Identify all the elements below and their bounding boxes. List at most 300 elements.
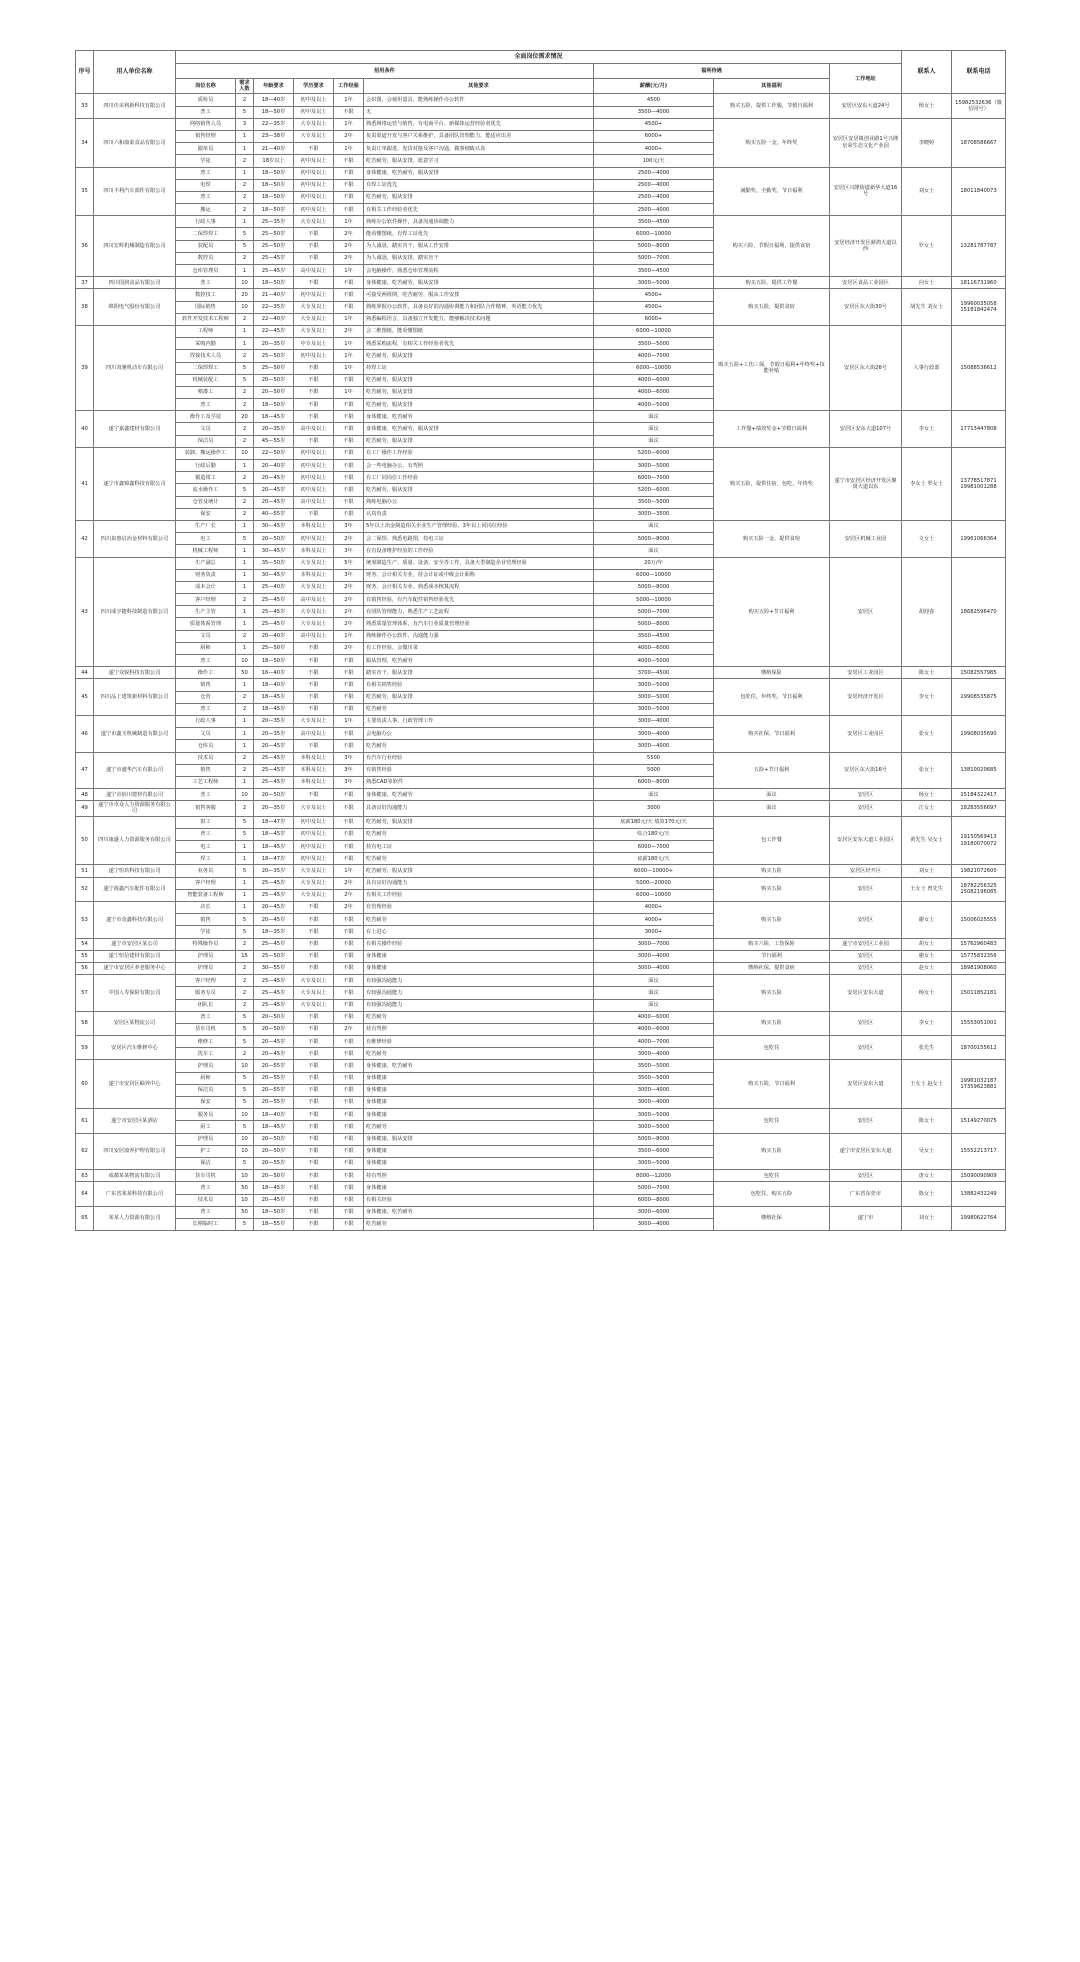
job-education: 不限 xyxy=(294,1157,334,1169)
job-title: 机械工程师 xyxy=(176,545,236,557)
table-row xyxy=(76,816,1006,828)
job-title: 护理员 xyxy=(176,1133,236,1145)
table-body xyxy=(76,94,1006,1231)
table-row xyxy=(76,447,1006,459)
job-headcount: 1 xyxy=(236,841,254,853)
job-title: 普工 xyxy=(176,1206,236,1218)
job-age: 20—40岁 xyxy=(254,630,294,642)
job-experience: 2年 xyxy=(334,642,364,654)
company-phone: 13778517871 19981001288 xyxy=(952,447,1006,520)
job-headcount: 5 xyxy=(236,1011,254,1023)
job-education: 不限 xyxy=(294,1048,334,1060)
job-education: 不限 xyxy=(294,703,334,715)
job-title: 国际销售 xyxy=(176,301,236,313)
job-experience: 3年 xyxy=(334,776,364,788)
job-requirements: 具有良好沟通能力 xyxy=(364,877,594,889)
job-education: 大专及以上 xyxy=(294,715,334,727)
table-row xyxy=(76,1206,1006,1218)
job-title: 销售 xyxy=(176,764,236,776)
job-title: 洗车工 xyxy=(176,1048,236,1060)
job-age: 25—40岁 xyxy=(254,581,294,593)
job-title: 销售经理 xyxy=(176,130,236,142)
job-experience: 不限 xyxy=(334,204,364,216)
company-name: 遂宁嘉鑫建材有限公司 xyxy=(94,411,176,448)
job-age: 18—50岁 xyxy=(254,655,294,667)
job-salary: 4000+ xyxy=(594,902,714,914)
job-requirements: 具备良好沟通能力 xyxy=(364,801,594,816)
job-headcount: 1 xyxy=(236,618,254,630)
job-experience: 1年 xyxy=(334,362,364,374)
job-requirements: 身体健康，吃苦耐劳，服从安排 xyxy=(364,167,594,179)
job-title: 电工 xyxy=(176,533,236,545)
company-welfare: 购买五险 xyxy=(714,865,830,877)
company-name: 遂宁市佰川建材有限公司 xyxy=(94,789,176,801)
table-row xyxy=(76,118,1006,130)
job-salary: 3000—4000 xyxy=(594,715,714,727)
job-headcount: 2 xyxy=(236,703,254,715)
company-welfare: 面议 xyxy=(714,801,830,816)
job-title: 店长 xyxy=(176,902,236,914)
job-age: 20—45岁 xyxy=(254,1048,294,1060)
job-title: 服务员 xyxy=(176,1109,236,1121)
job-title: 普工 xyxy=(176,106,236,118)
job-education: 高中及以上 xyxy=(294,265,334,277)
job-education: 本科及以上 xyxy=(294,520,334,532)
company-name: 遂宁市安居区某公司 xyxy=(94,938,176,950)
job-title: 普工 xyxy=(176,789,236,801)
job-experience: 2年 xyxy=(334,594,364,606)
job-education: 不限 xyxy=(294,1133,334,1145)
job-headcount: 10 xyxy=(236,1194,254,1206)
job-title: 客户经理 xyxy=(176,877,236,889)
job-age: 18—50岁 xyxy=(254,399,294,411)
job-education: 不限 xyxy=(294,1109,334,1121)
row-number: 43 xyxy=(76,557,94,667)
job-education: 不限 xyxy=(294,1182,334,1194)
job-title: 普工 xyxy=(176,277,236,289)
job-salary: 5000—8000 xyxy=(594,533,714,545)
job-requirements: 吃苦耐劳，服从安排，愿意学习 xyxy=(364,155,594,167)
job-headcount: 5 xyxy=(236,228,254,240)
job-requirements: 持有驾照 xyxy=(364,1170,594,1182)
job-title: 护理员 xyxy=(176,962,236,974)
job-headcount: 1 xyxy=(236,338,254,350)
company-welfare: 工作餐+绩效奖金+节假日福利 xyxy=(714,411,830,448)
company-name: 四川国润食品有限公司 xyxy=(94,277,176,289)
job-salary: 4000+ xyxy=(594,143,714,155)
job-requirements: 有较强沟通能力 xyxy=(364,975,594,987)
company-welfare: 包吃住 xyxy=(714,1036,830,1060)
table-row xyxy=(76,411,1006,423)
company-location: 安居区兴隆街道新华大道16号 xyxy=(830,167,902,216)
job-age: 18—45岁 xyxy=(254,703,294,715)
job-headcount: 3 xyxy=(236,118,254,130)
job-education: 大专及以上 xyxy=(294,889,334,901)
job-headcount: 2 xyxy=(236,801,254,816)
job-salary: 面议 xyxy=(594,545,714,557)
job-requirements: 服从管理，吃苦耐劳 xyxy=(364,655,594,667)
job-experience: 不限 xyxy=(334,301,364,313)
job-title: 锻造钳工 xyxy=(176,472,236,484)
header-seq: 序号 xyxy=(76,51,94,94)
job-age: 30—45岁 xyxy=(254,520,294,532)
job-salary: 2500—4000 xyxy=(594,179,714,191)
job-headcount: 1 xyxy=(236,877,254,889)
company-phone: 18682596470 xyxy=(952,557,1006,667)
job-education: 初中及以上 xyxy=(294,472,334,484)
job-headcount: 1 xyxy=(236,581,254,593)
job-salary: 4000—6000 xyxy=(594,374,714,386)
job-headcount: 2 xyxy=(236,313,254,325)
job-education: 大专及以上 xyxy=(294,618,334,630)
job-requirements: 吃苦耐劳 xyxy=(364,1121,594,1133)
job-salary: 面议 xyxy=(594,999,714,1011)
job-experience: 3年 xyxy=(334,520,364,532)
table-row xyxy=(76,277,1006,289)
company-welfare: 购买五险+工伤三保，节假日福利+年终奖+技能补贴 xyxy=(714,325,830,410)
job-requirements: 有销售经验，有汽车配件销售经验优先 xyxy=(364,594,594,606)
job-experience: 不限 xyxy=(334,703,364,715)
company-contact: 杨女士 xyxy=(902,789,952,801)
job-education: 不限 xyxy=(294,691,334,703)
company-name: 遂宁市安居区养老服务中心 xyxy=(94,962,176,974)
job-experience: 不限 xyxy=(334,1182,364,1194)
job-experience: 2年 xyxy=(334,228,364,240)
job-age: 18—50岁 xyxy=(254,191,294,203)
company-phone: 19150569413 19180070072 xyxy=(952,816,1006,865)
job-age: 20—45岁 xyxy=(254,902,294,914)
company-contact: 王女士 曾先生 xyxy=(902,877,952,901)
job-salary: 5000 xyxy=(594,764,714,776)
job-title: 网络销售人员 xyxy=(176,118,236,130)
job-age: 25—45岁 xyxy=(254,252,294,264)
job-headcount: 2 xyxy=(236,204,254,216)
job-age: 18岁以上 xyxy=(254,155,294,167)
job-experience: 不限 xyxy=(334,1145,364,1157)
table-row xyxy=(76,216,1006,228)
company-name: 遂宁众锐科技有限公司 xyxy=(94,667,176,679)
job-education: 大专及以上 xyxy=(294,987,334,999)
row-number: 58 xyxy=(76,1011,94,1035)
job-salary: 3000—4000 xyxy=(594,728,714,740)
job-headcount: 2 xyxy=(236,435,254,447)
job-title: 保洁员 xyxy=(176,1084,236,1096)
job-age: 25—45岁 xyxy=(254,776,294,788)
table-row xyxy=(76,325,1006,337)
company-welfare: 购买五险 xyxy=(714,1133,830,1170)
job-age: 20—40岁 xyxy=(254,460,294,472)
job-requirements: 吃苦耐劳，服从安排 xyxy=(364,350,594,362)
job-title: 成本会计 xyxy=(176,581,236,593)
job-education: 不限 xyxy=(294,740,334,752)
job-headcount: 2 xyxy=(236,423,254,435)
job-experience: 不限 xyxy=(334,740,364,752)
job-requirements: 会二维图纸，能看懂图纸 xyxy=(364,325,594,337)
job-salary: 5000—8000 xyxy=(594,581,714,593)
job-salary: 3500—6000 xyxy=(594,1145,714,1157)
job-experience: 不限 xyxy=(334,1121,364,1133)
company-name: 遂宁市卓众人力资源服务有限公司 xyxy=(94,801,176,816)
job-salary: 3000—5000 xyxy=(594,691,714,703)
job-education: 大专及以上 xyxy=(294,130,334,142)
job-age: 20—45岁 xyxy=(254,914,294,926)
job-age: 18—47岁 xyxy=(254,816,294,828)
company-name: 四川宏辉机械制造有限公司 xyxy=(94,216,176,277)
job-title: 护理员 xyxy=(176,1060,236,1072)
job-salary: 4000—7000 xyxy=(594,350,714,362)
job-headcount: 2 xyxy=(236,508,254,520)
job-salary: 20万/年 xyxy=(594,557,714,569)
job-title: 技术员 xyxy=(176,1194,236,1206)
company-name: 遂宁市鑫锦鑫科技有限公司 xyxy=(94,447,176,520)
row-number: 59 xyxy=(76,1036,94,1060)
job-age: 20—35岁 xyxy=(254,801,294,816)
job-requirements: 熟练操作办公软件，沟通能力强 xyxy=(364,630,594,642)
job-requirements: 熟悉CAD等软件 xyxy=(364,776,594,788)
job-salary: 5000—7000 xyxy=(594,1182,714,1194)
job-table xyxy=(75,50,1006,1231)
company-location: 安居区东大街26号 xyxy=(830,325,902,410)
table-row xyxy=(76,1011,1006,1023)
job-salary: 2500—4000 xyxy=(594,191,714,203)
job-education: 初中及以上 xyxy=(294,204,334,216)
job-title: 仓管及统计 xyxy=(176,496,236,508)
job-education: 初中及以上 xyxy=(294,484,334,496)
table-row xyxy=(76,715,1006,727)
table-row xyxy=(76,94,1006,106)
job-experience: 不限 xyxy=(334,167,364,179)
job-education: 初中及以上 xyxy=(294,191,334,203)
job-education: 本科及以上 xyxy=(294,764,334,776)
job-headcount: 5 xyxy=(236,484,254,496)
job-headcount: 2 xyxy=(236,594,254,606)
job-title: 普工 xyxy=(176,1182,236,1194)
job-title: 仓管 xyxy=(176,691,236,703)
job-experience: 5年 xyxy=(334,557,364,569)
job-education: 不限 xyxy=(294,1011,334,1023)
job-experience: 不限 xyxy=(334,816,364,828)
job-experience: 1年 xyxy=(334,715,364,727)
job-age: 20—45岁 xyxy=(254,472,294,484)
job-education: 不限 xyxy=(294,655,334,667)
job-age: 20—50岁 xyxy=(254,1145,294,1157)
job-age: 25—35岁 xyxy=(254,216,294,228)
job-salary: 面议 xyxy=(594,789,714,801)
job-age: 30—45岁 xyxy=(254,569,294,581)
company-name: 遂宁市安居区颐养中心 xyxy=(94,1060,176,1109)
job-requirements: 财务、会计相关专业，持会计证或中级会计职称 xyxy=(364,569,594,581)
job-age: 25—45岁 xyxy=(254,606,294,618)
job-salary: 3000—4000 xyxy=(594,740,714,752)
job-requirements: 身体健康 xyxy=(364,1145,594,1157)
job-experience: 1年 xyxy=(334,386,364,398)
job-title: 焊工 xyxy=(176,853,236,865)
company-phone: 15149270075 xyxy=(952,1109,1006,1133)
job-title: 软件开发技术工程师 xyxy=(176,313,236,325)
job-requirements: 吃苦耐劳，服从安排 xyxy=(364,691,594,703)
job-age: 25—45岁 xyxy=(254,618,294,630)
job-requirements: 身体健康 xyxy=(364,1084,594,1096)
job-education: 中专及以上 xyxy=(294,338,334,350)
company-location: 安居区 xyxy=(830,950,902,962)
company-location: 安居区食品工业园区 xyxy=(830,277,902,289)
job-education: 大专及以上 xyxy=(294,581,334,593)
table-row xyxy=(76,667,1006,679)
row-number: 34 xyxy=(76,118,94,167)
company-contact: 陈女士 xyxy=(902,1109,952,1133)
job-headcount: 5 xyxy=(236,1036,254,1048)
job-education: 高中及以上 xyxy=(294,728,334,740)
job-experience: 不限 xyxy=(334,938,364,950)
job-headcount: 10 xyxy=(236,1170,254,1182)
job-age: 20—55岁 xyxy=(254,1060,294,1072)
job-headcount: 5 xyxy=(236,362,254,374)
company-name: 某某人力资源有限公司 xyxy=(94,1206,176,1230)
job-requirements: 有工厂同岗位工作经验 xyxy=(364,472,594,484)
job-requirements: 吃苦耐劳，服从安排 xyxy=(364,484,594,496)
job-requirements: 有销售经验 xyxy=(364,764,594,776)
job-requirements: 吃苦耐劳 xyxy=(364,703,594,715)
header-contact: 联系人 xyxy=(902,51,952,94)
row-number: 55 xyxy=(76,950,94,962)
job-title: 团队长 xyxy=(176,999,236,1011)
table-row xyxy=(76,752,1006,764)
job-title: 厨师 xyxy=(176,1072,236,1084)
job-headcount: 1 xyxy=(236,776,254,788)
job-salary: 2500—4000 xyxy=(594,167,714,179)
job-title: 服务专员 xyxy=(176,987,236,999)
job-salary: 6000—10000 xyxy=(594,228,714,240)
company-welfare: 购买五险，节日福利 xyxy=(714,1060,830,1109)
job-education: 不限 xyxy=(294,1023,334,1035)
job-age: 18—50岁 xyxy=(254,277,294,289)
job-age: 20—50岁 xyxy=(254,1170,294,1182)
job-experience: 不限 xyxy=(334,691,364,703)
job-salary: 4000—6000 xyxy=(594,642,714,654)
job-experience: 不限 xyxy=(334,655,364,667)
job-headcount: 1 xyxy=(236,130,254,142)
job-education: 不限 xyxy=(294,926,334,938)
job-age: 18—50岁 xyxy=(254,1206,294,1218)
company-welfare: 五险+节日福利 xyxy=(714,752,830,789)
table-row xyxy=(76,679,1006,691)
job-age: 20—35岁 xyxy=(254,865,294,877)
row-number: 57 xyxy=(76,975,94,1012)
row-number: 40 xyxy=(76,411,94,448)
job-title: 维修工 xyxy=(176,1036,236,1048)
job-age: 20—35岁 xyxy=(254,728,294,740)
company-welfare: 缴纳社保 xyxy=(714,1206,830,1230)
job-headcount: 10 xyxy=(236,1145,254,1157)
job-salary: 3000—5000 xyxy=(594,277,714,289)
job-title: 工艺工程师 xyxy=(176,776,236,788)
job-title: 生产主管 xyxy=(176,606,236,618)
job-education: 不限 xyxy=(294,1218,334,1230)
job-experience: 1年 xyxy=(334,118,364,130)
job-age: 18—50岁 xyxy=(254,204,294,216)
job-headcount: 5 xyxy=(236,926,254,938)
header-company: 用人单位名称 xyxy=(94,51,176,94)
company-contact: 罗女士 xyxy=(902,216,952,277)
job-experience: 3年 xyxy=(334,752,364,764)
job-experience: 不限 xyxy=(334,828,364,840)
company-contact: 李女士 xyxy=(902,1011,952,1035)
table-row xyxy=(76,167,1006,179)
company-location: 安居区安东大道 xyxy=(830,975,902,1012)
company-welfare: 购买五险，提供工作服，节假日福利 xyxy=(714,94,830,118)
job-headcount: 1 xyxy=(236,167,254,179)
job-headcount: 5 xyxy=(236,1072,254,1084)
job-requirements: 有汽车行业经验 xyxy=(364,752,594,764)
job-requirements: 为人诚恳，踏实肯干，服从工作安排 xyxy=(364,240,594,252)
job-age: 22—45岁 xyxy=(254,325,294,337)
job-title: 焊接技术人员 xyxy=(176,350,236,362)
job-salary: 面议 xyxy=(594,411,714,423)
job-age: 25—50岁 xyxy=(254,950,294,962)
job-salary: 4000—6000 xyxy=(594,1023,714,1035)
job-experience: 不限 xyxy=(334,1011,364,1023)
job-title: 数控技工 xyxy=(176,289,236,301)
job-requirements: 有相关经验 xyxy=(364,1194,594,1206)
company-name: 遂宁恒玖科技有限公司 xyxy=(94,865,176,877)
table-row xyxy=(76,1109,1006,1121)
job-salary: 5000—8000 xyxy=(594,240,714,252)
job-experience: 不限 xyxy=(334,679,364,691)
job-salary: 3000—4000 xyxy=(594,1097,714,1109)
table-row xyxy=(76,877,1006,889)
job-requirements: 熟悉质量管理体系，有汽车行业质量管理经验 xyxy=(364,618,594,630)
job-education: 初中及以上 xyxy=(294,841,334,853)
row-number: 35 xyxy=(76,167,94,216)
job-headcount: 1 xyxy=(236,740,254,752)
job-requirements: 吃苦耐劳 xyxy=(364,1048,594,1060)
job-education: 大专及以上 xyxy=(294,301,334,313)
job-experience: 不限 xyxy=(334,460,364,472)
job-title: 长期临时工 xyxy=(176,1218,236,1230)
header-col: 学历要求 xyxy=(294,79,334,94)
job-title: 普工 xyxy=(176,167,236,179)
job-headcount: 2 xyxy=(236,252,254,264)
job-title: 厨工 xyxy=(176,1121,236,1133)
job-headcount: 15 xyxy=(236,950,254,962)
job-experience: 不限 xyxy=(334,1060,364,1072)
job-salary: 4500+ xyxy=(594,289,714,301)
job-title: 工程师 xyxy=(176,325,236,337)
company-welfare: 购买五险 xyxy=(714,975,830,1012)
job-requirements: 为人诚恳，服从安排，踏实肯干 xyxy=(364,252,594,264)
job-headcount: 2 xyxy=(236,752,254,764)
job-requirements: 可接受两班倒，吃苦耐劳，服从工作安排 xyxy=(364,289,594,301)
job-headcount: 10 xyxy=(236,1133,254,1145)
job-education: 初中及以上 xyxy=(294,179,334,191)
job-education: 不限 xyxy=(294,411,334,423)
job-requirements: 吃苦耐劳，服从安排 xyxy=(364,374,594,386)
job-experience: 2年 xyxy=(334,240,364,252)
job-experience: 不限 xyxy=(334,289,364,301)
company-contact: 李女士 罗女士 xyxy=(902,447,952,520)
job-age: 18—50岁 xyxy=(254,106,294,118)
job-education: 高中及以上 xyxy=(294,594,334,606)
job-experience: 2年 xyxy=(334,902,364,914)
company-phone: 13882432249 xyxy=(952,1182,1006,1206)
job-title: 搬运 xyxy=(176,204,236,216)
job-age: 20—50岁 xyxy=(254,1023,294,1035)
job-requirements: 主要负责人事、行政管理工作 xyxy=(364,715,594,727)
company-name: 遂宁海鑫汽车配件有限公司 xyxy=(94,877,176,901)
job-title: 跟单员 xyxy=(176,143,236,155)
job-requirements: 吃苦耐劳，服从安排 xyxy=(364,399,594,411)
job-title: 学徒 xyxy=(176,926,236,938)
